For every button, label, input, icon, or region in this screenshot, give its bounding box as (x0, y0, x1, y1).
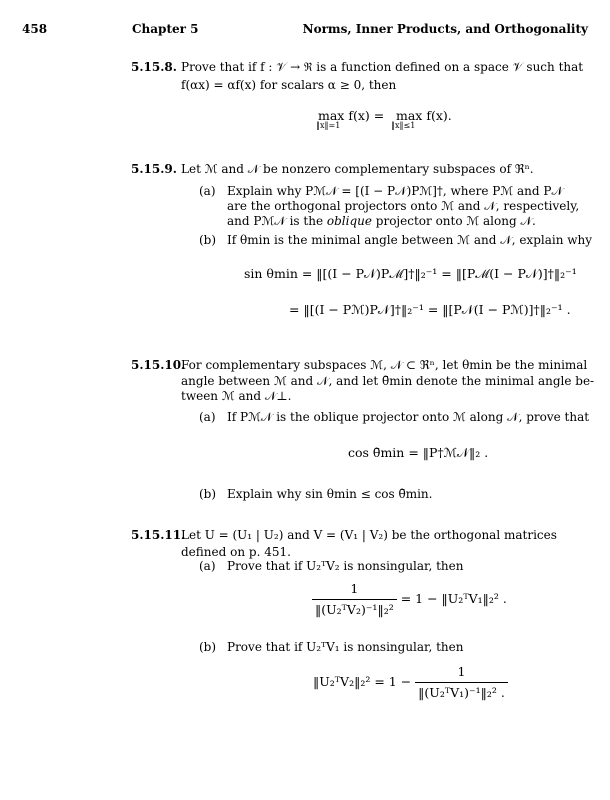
part-a-10-line-1: If Pℳ𝒩 is the oblique projector onto ℳ along 𝒩, prove that (227, 410, 590, 424)
equation-max-rhs: max f(x). (396, 108, 452, 123)
chapter-title: Norms, Inner Products, and Orthogonality (302, 22, 588, 36)
part-b-label-10: (b) (199, 487, 217, 501)
part-b-11-line-1: Prove that if U₂ᵀV₁ is nonsingular, then (227, 640, 464, 654)
fraction-b-numerator: 1 (415, 664, 508, 683)
part-a-line-3-pre: and Pℳ𝒩 is the (227, 214, 327, 228)
problem-5-15-10-line-3: tween ℳ and 𝒩⊥. (181, 389, 292, 403)
part-a-line-3 (227, 214, 536, 228)
equation-b-lhs: ‖U₂ᵀV₂‖₂² = 1 − (313, 674, 412, 689)
problem-5-15-8-line-1: Prove that if f : 𝒱 → ℜ is a function defined on a space 𝒱 such that (181, 60, 584, 74)
fraction-a-numerator: 1 (312, 581, 397, 600)
equation-sin-theta-1: sin θmin = ‖[(I − P𝒩)Pℳ]†‖₂⁻¹ = ‖[Pℳ(I − P𝒩)]†‖₂⁻¹ (244, 266, 577, 281)
equation-frac-b (313, 664, 508, 701)
equation-cos-theta: cos θ̄min = ‖P†ℳ𝒩‖₂ . (348, 445, 489, 460)
fraction-a (312, 581, 397, 618)
problem-5-15-8-line-2: f(αx) = αf(x) for scalars α ≥ 0, then (181, 78, 397, 92)
problem-5-15-11-line-1: Let U = (U₁ | U₂) and V = (V₁ | V₂) be the orthogonal matrices (181, 528, 557, 542)
problem-5-15-10-line-1: For complementary subspaces ℳ, 𝒩 ⊂ ℜⁿ, let θmin be the minimal (181, 358, 588, 372)
oblique-emphasis: oblique (326, 214, 372, 228)
problem-number-5-15-10: 5.15.10. (131, 358, 186, 372)
fraction-b (415, 664, 508, 701)
equation-max-lhs-subscript: ‖x‖=1 (316, 121, 341, 130)
part-b-10-line-1: Explain why sin θmin ≤ cos θ̄min. (227, 487, 433, 501)
equation-max-rhs-subscript: ‖x‖≤1 (391, 121, 416, 130)
part-a-label-11: (a) (199, 559, 216, 573)
fraction-a-denominator: ‖(U₂ᵀV₂)⁻¹‖₂² (315, 602, 394, 617)
problem-5-15-10-line-2: angle between ℳ and 𝒩, and let θ̄min denote the minimal angle be- (181, 374, 595, 388)
part-a-label: (a) (199, 184, 216, 198)
problem-number-5-15-9: 5.15.9. (131, 162, 177, 176)
part-a-label-10: (a) (199, 410, 216, 424)
part-a-11-line-1: Prove that if U₂ᵀV₂ is nonsingular, then (227, 559, 464, 573)
equation-max-lhs-expr: max f(x) = (318, 108, 385, 123)
fraction-b-denominator: ‖(U₂ᵀV₁)⁻¹‖₂² . (418, 685, 505, 700)
part-b-line-1: If θmin is the minimal angle between ℳ and 𝒩, explain why (227, 233, 593, 247)
part-b-label-11: (b) (199, 640, 217, 654)
part-a-line-1: Explain why Pℳ𝒩 = [(I − P𝒩)Pℳ]†, where Pℳ and P𝒩 (227, 184, 563, 198)
part-a-line-2: are the orthogonal projectors onto ℳ and 𝒩, respectively, (227, 199, 580, 213)
problem-5-15-11-line-2: defined on p. 451. (181, 545, 291, 559)
part-b-label: (b) (199, 233, 217, 247)
equation-a-rhs: = 1 − ‖U₂ᵀV₁‖₂² . (400, 591, 507, 606)
chapter-label: Chapter 5 (132, 22, 199, 36)
problem-number-5-15-8: 5.15.8. (131, 60, 177, 74)
page-number: 458 (22, 22, 48, 36)
equation-frac-a (312, 581, 507, 618)
equation-sin-theta-2: = ‖[(I − Pℳ)P𝒩]†‖₂⁻¹ = ‖[P𝒩(I − Pℳ)]†‖₂⁻¹ . (289, 302, 571, 317)
problem-5-15-9-intro: Let ℳ and 𝒩 be nonzero complementary subspaces of ℜⁿ. (181, 162, 534, 176)
part-a-line-3-post: projector onto ℳ along 𝒩. (371, 214, 536, 228)
problem-number-5-15-11: 5.15.11. (131, 528, 186, 542)
